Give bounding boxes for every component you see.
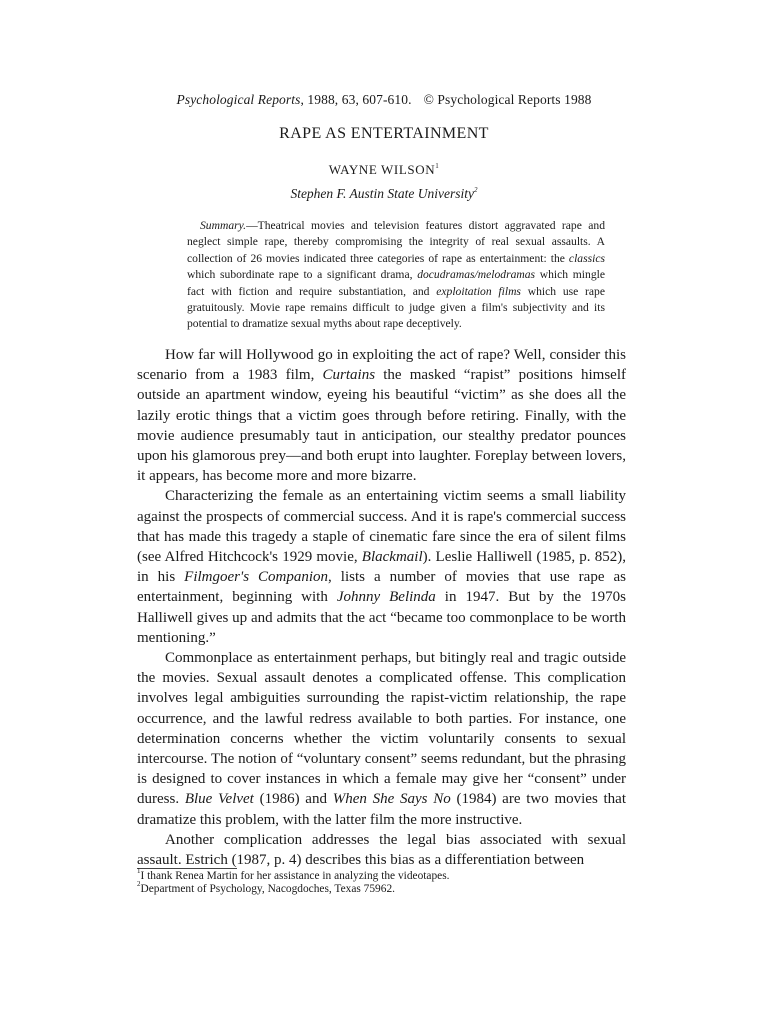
paragraph-text: Commonplace as entertainment perhaps, but bitingly real and tragic outside the movies. Sexual assault denotes a complicated offense. This complication involves legal ambiguities surrounding the rapist-victim relationship, the rape occurrence, and the lawful redress available to both parties. For instance, one determination concerns whether the victim voluntarily consents to sexual intercourse. The notion of “voluntary consent” seems redundant, but the phrasing is designed to cover instances in which a female may give her “consent” under duress. (137, 650, 626, 808)
paragraph-text: How far will Hollywood go in exploiting the act of rape? Well, consider this scenario from a 1983 film, (137, 347, 626, 384)
paragraph-text: the masked “rapist” positions himself outside an apartment window, eyeing his beautiful “victim” as she does all the lazily erotic things that a victim goes through before retiring. Finally, with the movie audience presumably taut in anticipation, our stealthy predator pounces upon his glamorous prey—and both erupt into laughter. Foreplay between lovers, it appears, has become more and more bizarre. (137, 367, 626, 485)
summary-text: which use rape gratuitously. Movie rape remains difficult to judge given a film's subjectivity and its potential to dramatize sexual myths about rape deceptively. (187, 284, 605, 331)
footnote-1 (137, 867, 626, 883)
journal-name: Psychological Reports (176, 92, 301, 107)
article-title: RAPE AS ENTERTAINMENT (279, 125, 489, 142)
affiliation-footnote-mark: 2 (474, 186, 478, 194)
film-title: Blackmail (361, 549, 423, 566)
summary-text: which mingle fact with fiction and require substantiation, and (187, 268, 605, 298)
paragraph-text: ). Leslie Halliwell (1985, p. 852), in his (137, 549, 626, 586)
film-title: Curtains (322, 367, 376, 384)
paragraph-text: , lists a number of movies that use rape as entertainment, beginning with (137, 569, 626, 606)
paragraph-text: Another complication addresses the legal bias associated with sexual assault. Estrich (1987, p. 4) describes this bias as a differentiation between (137, 831, 626, 869)
affiliation-line (0, 186, 768, 202)
article-body (137, 345, 626, 870)
running-header (0, 92, 768, 108)
film-title: Blue Velvet (184, 791, 254, 808)
footnote-mark: 2 (137, 880, 141, 888)
paragraph-text: Characterizing the female as an entertaining victim seems a small liability against the prospects of commercial success. And it is rape's commercial success that has made this tragedy a staple of cinematic fare since the era of silent films (see Alfred Hitchcock's 1929 movie, (137, 488, 626, 566)
citation-details: , 1988, 63, 607-610. (300, 92, 412, 107)
film-title: Johnny Belinda (336, 589, 436, 606)
paragraph-text: in 1947. But by the 1970s Halliwell gives up and admits that the act “became too commonplace to be worth mentioning.” (137, 589, 626, 646)
summary-text: —Theatrical movies and television features distort aggravated rape and neglect simple rape, thereby compromising the integrity of real sexual assaults. A collection of 26 movies indicated three categories of rape as entertainment: the (187, 219, 605, 265)
summary-text: which subordinate rape to a significant drama, (187, 268, 418, 282)
paragraph-text: (1986) and (253, 791, 333, 808)
summary-label: Summary. (200, 219, 247, 232)
footnote-2 (137, 880, 626, 896)
footnote-mark: 1 (137, 867, 141, 875)
paragraph-text: (1984) are two movies that dramatize this problem, with the latter film the more instructive. (137, 791, 627, 828)
body-paragraph-2 (137, 486, 626, 648)
footnote-text: Department of Psychology, Nacogdoches, Texas 75962. (140, 883, 395, 895)
author-line (0, 162, 768, 178)
copyright-notice: © Psychological Reports 1988 (423, 92, 592, 107)
footnotes (137, 867, 626, 896)
author-footnote-mark: 1 (435, 162, 440, 170)
book-title: Filmgoer's Companion (184, 569, 329, 586)
summary-term-docudramas: docudramas/melodramas (417, 268, 536, 282)
body-paragraph-3 (137, 648, 626, 830)
footnote-text: I thank Renea Martin for her assistance in analyzing the videotapes. (140, 870, 450, 882)
summary-term-exploitation: exploitation films (436, 284, 521, 298)
body-paragraph-1 (137, 345, 626, 486)
footnote-divider (137, 868, 237, 869)
film-title: When She Says No (332, 791, 451, 808)
author-name: WAYNE WILSON (328, 162, 436, 177)
summary-term-classics: classics (568, 251, 605, 265)
body-paragraph-4 (137, 830, 626, 870)
summary-abstract (187, 218, 605, 333)
affiliation-name: Stephen F. Austin State University (290, 186, 475, 201)
